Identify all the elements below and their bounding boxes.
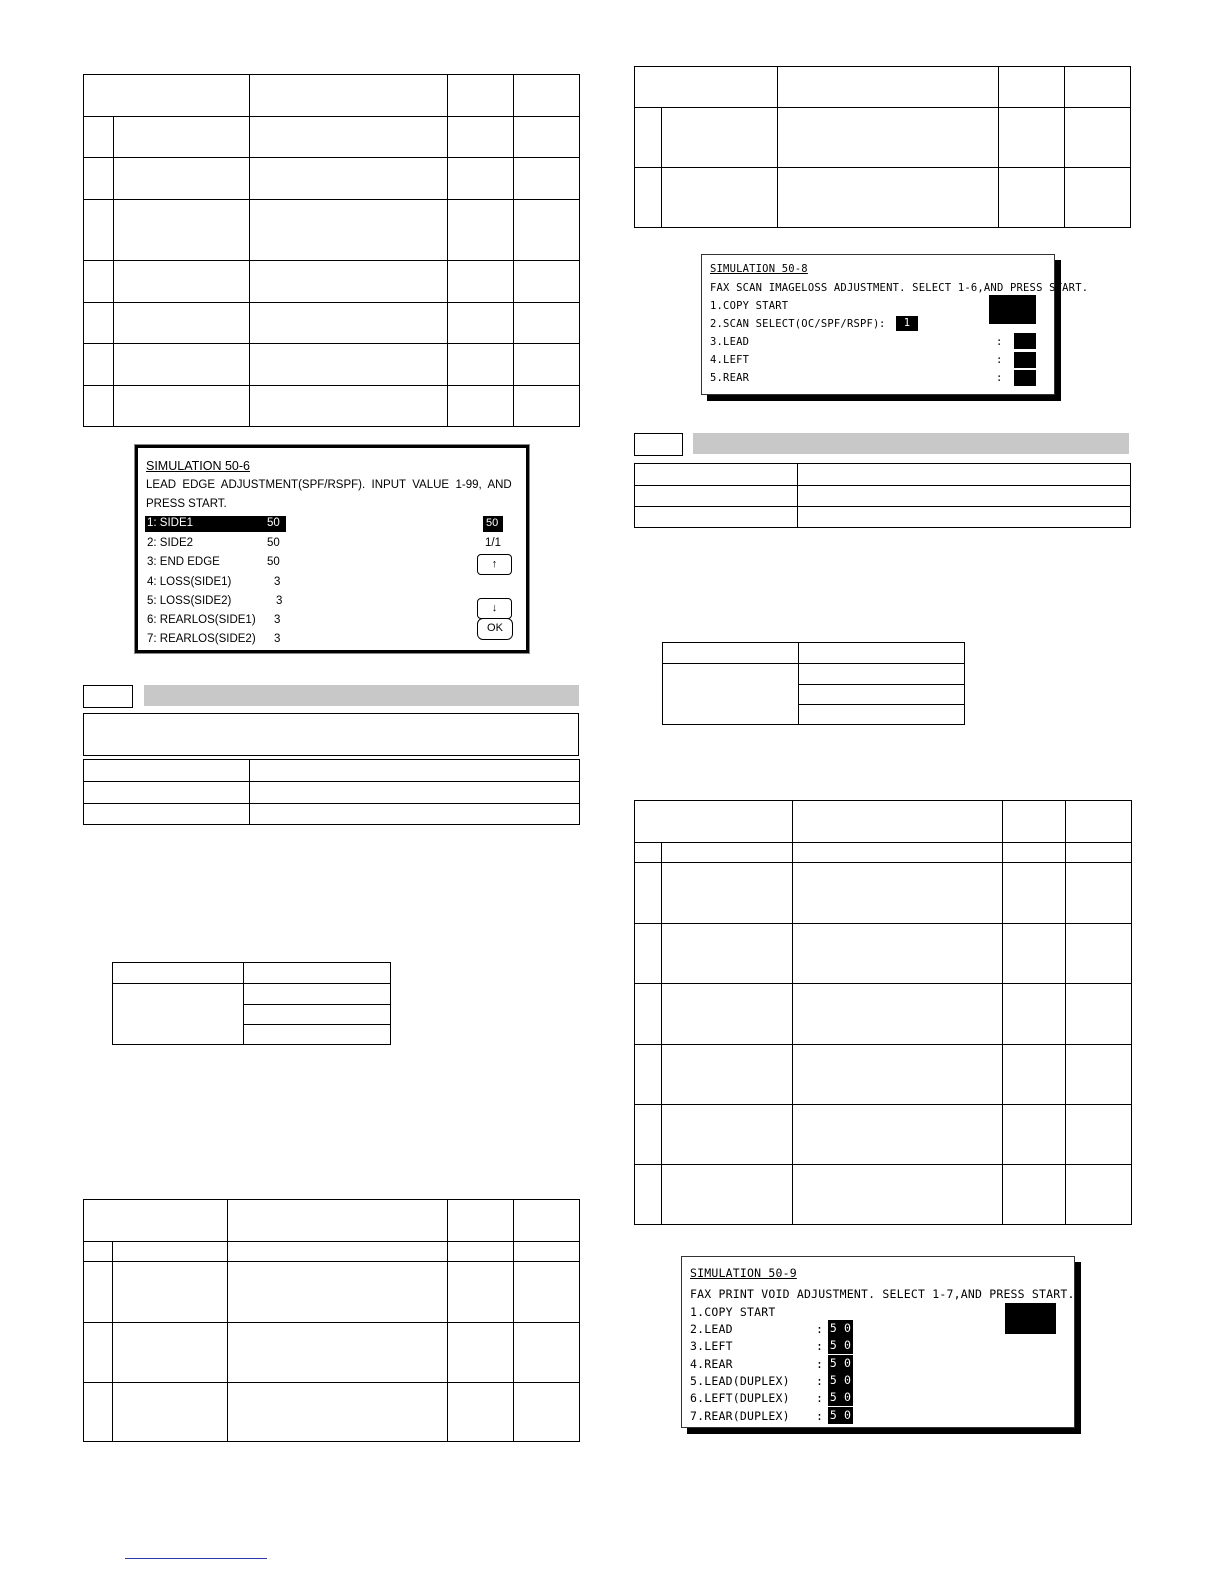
separator: : <box>996 372 1003 384</box>
item-value: 5 0 <box>829 1338 852 1352</box>
info-table-right <box>634 463 1131 528</box>
scroll-down-button[interactable]: ↓ <box>477 598 512 619</box>
item-label[interactable]: 4: LOSS(SIDE1) <box>147 576 232 588</box>
item-label[interactable]: 5: LOSS(SIDE2) <box>147 595 232 607</box>
menu-item-lead[interactable]: 3.LEAD <box>710 336 750 348</box>
section-number-box <box>83 685 133 708</box>
adjustment-table-bottom-left <box>83 1199 580 1442</box>
item-value: 50 <box>267 556 280 568</box>
menu-item[interactable]: 4.REAR <box>690 1357 733 1371</box>
item-value: 3 <box>276 595 283 607</box>
menu-item-copy-start[interactable]: 1.COPY START <box>690 1305 776 1319</box>
separator: : <box>996 336 1003 348</box>
separator: : <box>816 1391 824 1405</box>
item-value: 3 <box>274 614 281 626</box>
menu-item-left[interactable]: 4.LEFT <box>710 354 750 366</box>
selection-table-left <box>112 962 391 1045</box>
separator: : <box>816 1374 824 1388</box>
adjustment-table-bottom-right <box>634 800 1132 1225</box>
left-value <box>1014 352 1036 368</box>
item-label[interactable]: 2: SIDE2 <box>147 537 194 549</box>
info-table-left <box>83 759 580 825</box>
adjustment-table-top-left <box>83 74 580 427</box>
separator: : <box>879 318 886 330</box>
section-number-box <box>634 433 683 456</box>
menu-item[interactable]: 7.REAR(DUPLEX) <box>690 1409 790 1423</box>
menu-item[interactable]: 3.LEFT <box>690 1339 733 1353</box>
item-label[interactable]: 3: END EDGE <box>147 556 220 568</box>
scan-select-value: 1 <box>896 316 918 331</box>
current-value: 50 <box>486 517 499 529</box>
adjustment-table-top-right <box>634 66 1131 228</box>
separator: : <box>816 1322 824 1336</box>
item-value: 5 0 <box>829 1390 852 1404</box>
item-value: 3 <box>274 576 281 588</box>
separator: : <box>816 1409 824 1423</box>
item-value: 50 <box>267 537 280 549</box>
screen-instruction: LEAD EDGE ADJUSTMENT(SPF/RSPF). INPUT VALUE 1-99, AND <box>146 479 512 491</box>
scroll-up-button[interactable]: ↑ <box>477 554 512 575</box>
simulation-50-8-screen <box>701 254 1089 395</box>
start-block <box>1005 1303 1056 1334</box>
item-value: 3 <box>274 633 281 645</box>
ok-button[interactable]: OK <box>477 618 513 640</box>
screen-title: SIMULATION 50-9 <box>690 1266 797 1280</box>
section-header-bar <box>693 433 1129 454</box>
item-value: 5 0 <box>829 1373 852 1387</box>
screen-title: SIMULATION 50-8 <box>710 263 808 275</box>
item-value: 5 0 <box>829 1408 852 1422</box>
menu-item-scan-select[interactable]: 2.SCAN SELECT(OC/SPF/RSPF) <box>710 318 880 330</box>
rear-value <box>1014 370 1036 386</box>
item-value: 5 0 <box>829 1321 852 1335</box>
screen-title: SIMULATION 50-6 <box>146 459 250 473</box>
page-indicator: 1/1 <box>485 537 501 549</box>
item-label[interactable]: 6: REARLOS(SIDE1) <box>147 614 256 626</box>
separator: : <box>816 1339 824 1353</box>
footer-link-underline[interactable] <box>125 1558 267 1559</box>
item-value: 50 <box>267 517 280 529</box>
selection-table-right <box>662 642 965 725</box>
screen-instruction: FAX PRINT VOID ADJUSTMENT. SELECT 1-7,AND PRESS START. <box>690 1287 1075 1301</box>
menu-item[interactable]: 2.LEAD <box>690 1322 733 1336</box>
separator: : <box>816 1357 824 1371</box>
menu-item-copy-start[interactable]: 1.COPY START <box>710 300 789 312</box>
menu-item[interactable]: 6.LEFT(DUPLEX) <box>690 1391 790 1405</box>
simulation-50-9-screen <box>681 1256 1075 1428</box>
start-block <box>989 295 1036 324</box>
description-box <box>83 713 579 756</box>
simulation-50-6-screen <box>135 445 529 653</box>
menu-item-rear[interactable]: 5.REAR <box>710 372 750 384</box>
item-value: 5 0 <box>829 1356 852 1370</box>
screen-instruction-cont: PRESS START. <box>146 498 227 510</box>
lead-value <box>1014 333 1036 349</box>
menu-item[interactable]: 5.LEAD(DUPLEX) <box>690 1374 790 1388</box>
separator: : <box>996 354 1003 366</box>
screen-instruction: FAX SCAN IMAGELOSS ADJUSTMENT. SELECT 1-6,AND PRESS START. <box>710 282 1089 294</box>
section-header-bar <box>144 685 579 706</box>
item-label[interactable]: 7: REARLOS(SIDE2) <box>147 633 256 645</box>
item-label: 1: SIDE1 <box>147 517 194 529</box>
